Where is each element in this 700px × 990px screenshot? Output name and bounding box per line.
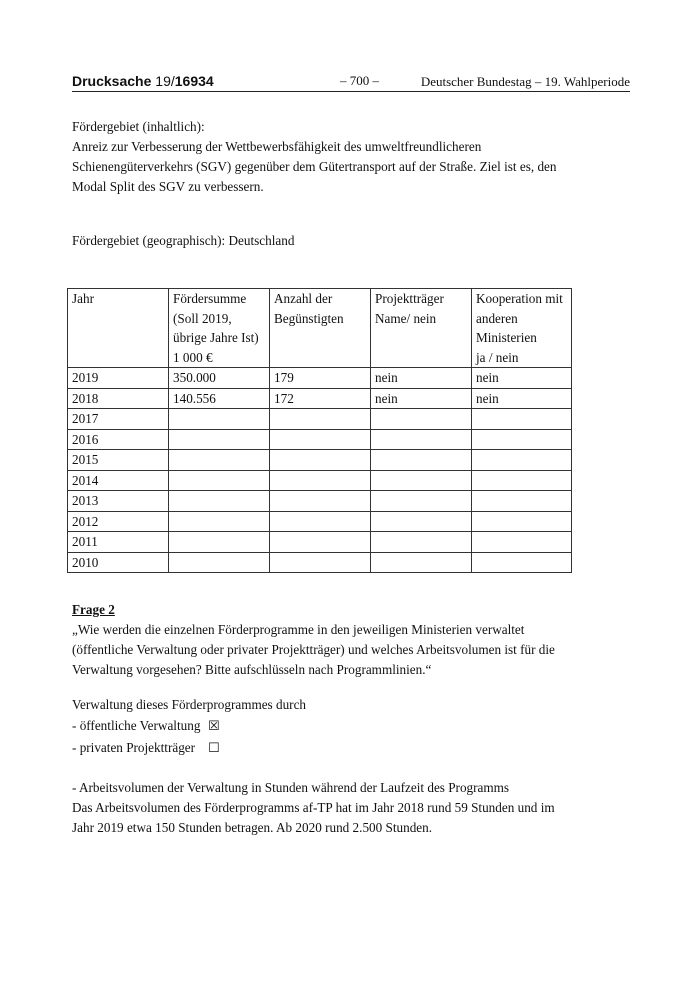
cell-anzahl (270, 491, 371, 512)
cell-jahr: 2016 (68, 429, 169, 450)
text-line: (öffentliche Verwaltung oder privater Projektträger) und welches Arbeitsvolumen ist für die (72, 642, 555, 657)
option-oeffentlich (72, 716, 572, 737)
cell-jahr: 2017 (68, 409, 169, 430)
cell-projekttraeger (371, 409, 472, 430)
cell-projekttraeger: nein (371, 388, 472, 409)
cell-projekttraeger (371, 429, 472, 450)
foerdergebiet-geographisch: Fördergebiet (geographisch): Deutschland (72, 233, 295, 248)
table-row (68, 532, 572, 553)
cell-kooperation (472, 491, 572, 512)
cell-jahr: 2012 (68, 511, 169, 532)
cell-foerdersumme (169, 470, 270, 491)
page-header (72, 73, 630, 92)
cell-anzahl: 179 (270, 368, 371, 389)
option-label: - privaten Projektträger (72, 740, 196, 755)
cell-kooperation: nein (472, 368, 572, 389)
option-label: - öffentliche Verwaltung (72, 718, 201, 733)
cell-anzahl: 172 (270, 388, 371, 409)
cell-kooperation (472, 511, 572, 532)
funding-table (67, 288, 572, 573)
cell-anzahl (270, 552, 371, 573)
cell-projekttraeger: nein (371, 368, 472, 389)
cell-jahr: 2014 (68, 470, 169, 491)
text-line: Jahr 2019 etwa 150 Stunden betragen. Ab 2020 rund 2.500 Stunden. (72, 820, 433, 835)
frage-2-section (72, 600, 602, 680)
drucksache-number: Drucksache 19/16934 (72, 73, 214, 89)
table-row (68, 409, 572, 430)
header-projekttraeger: Projektträger Name/ nein (371, 289, 472, 368)
header-foerdersumme: Fördersumme (Soll 2019, übrige Jahre Ist) 1 000 € (169, 289, 270, 368)
cell-projekttraeger (371, 532, 472, 553)
cell-projekttraeger (371, 470, 472, 491)
text-line: Fördergebiet (inhaltlich): (72, 119, 205, 134)
table-row (68, 429, 572, 450)
cell-foerdersumme (169, 511, 270, 532)
verwaltung-intro: Verwaltung dieses Förderprogrammes durch (72, 697, 307, 712)
cell-kooperation (472, 552, 572, 573)
cell-jahr: 2018 (68, 388, 169, 409)
cell-anzahl (270, 450, 371, 471)
unchecked-checkbox-icon: ☐ (208, 741, 220, 756)
cell-anzahl (270, 511, 371, 532)
cell-kooperation (472, 429, 572, 450)
cell-foerdersumme: 350.000 (169, 368, 270, 389)
cell-jahr: 2011 (68, 532, 169, 553)
cell-anzahl (270, 429, 371, 450)
text-line: Modal Split des SGV zu verbessern. (72, 179, 264, 194)
text-line: Verwaltung vorgesehen? Bitte aufschlüsseln nach Programmlinien.“ (72, 662, 432, 677)
text-line: Schienengüterverkehrs (SGV) gegenüber dem Gütertransport auf der Straße. Ziel ist es, den (72, 159, 557, 174)
header-anzahl: Anzahl der Begünstigten (270, 289, 371, 368)
option-privat (72, 738, 572, 759)
cell-kooperation (472, 409, 572, 430)
text-line: - Arbeitsvolumen der Verwaltung in Stunden während der Laufzeit des Programms (72, 780, 510, 795)
cell-projekttraeger (371, 491, 472, 512)
cell-projekttraeger (371, 552, 472, 573)
cell-projekttraeger (371, 511, 472, 532)
cell-projekttraeger (371, 450, 472, 471)
cell-foerdersumme (169, 532, 270, 553)
cell-jahr: 2019 (68, 368, 169, 389)
text-line: Das Arbeitsvolumen des Förderprogramms af-TP hat im Jahr 2018 rund 59 Stunden und im (72, 800, 555, 815)
text-line: Anreiz zur Verbesserung der Wettbewerbsfähigkeit des umweltfreundlicheren (72, 139, 482, 154)
table-row (68, 368, 572, 389)
text-line: „Wie werden die einzelnen Förderprogramme in den jeweiligen Ministerien verwaltet (72, 622, 525, 637)
table-row (68, 511, 572, 532)
table-row (68, 552, 572, 573)
cell-jahr: 2010 (68, 552, 169, 573)
table-row (68, 470, 572, 491)
cell-kooperation (472, 470, 572, 491)
arbeitsvolumen-section (72, 778, 602, 838)
checked-checkbox-icon: ☒ (208, 719, 220, 734)
table-row (68, 388, 572, 409)
cell-anzahl (270, 470, 371, 491)
foerdergebiet-inhaltlich (72, 117, 572, 197)
table-row (68, 491, 572, 512)
verwaltung-section (72, 695, 572, 759)
cell-foerdersumme: 140.556 (169, 388, 270, 409)
cell-foerdersumme (169, 491, 270, 512)
header-publisher: Deutscher Bundestag – 19. Wahlperiode (420, 74, 630, 89)
cell-foerdersumme (169, 429, 270, 450)
cell-anzahl (270, 409, 371, 430)
frage-title: Frage 2 (72, 602, 115, 617)
table-row (68, 450, 572, 471)
cell-foerdersumme (169, 552, 270, 573)
cell-kooperation: nein (472, 388, 572, 409)
cell-kooperation (472, 450, 572, 471)
page-number: – 700 – (340, 73, 379, 88)
cell-jahr: 2015 (68, 450, 169, 471)
table-header-row (68, 289, 572, 368)
cell-jahr: 2013 (68, 491, 169, 512)
cell-anzahl (270, 532, 371, 553)
header-jahr: Jahr (68, 289, 169, 368)
cell-foerdersumme (169, 450, 270, 471)
cell-kooperation (472, 532, 572, 553)
header-kooperation: Kooperation mit anderen Ministerien ja / nein (472, 289, 572, 368)
cell-foerdersumme (169, 409, 270, 430)
